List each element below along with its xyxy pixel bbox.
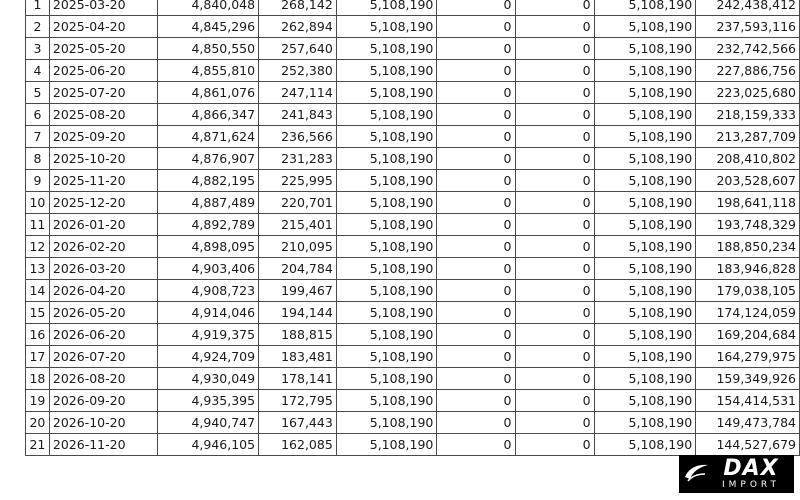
table-row: [26, 412, 800, 434]
col-7-cell: 0: [515, 280, 594, 302]
col-6-cell: 0: [437, 38, 515, 60]
col-7-cell: 0: [515, 214, 594, 236]
col-6-cell: 0: [437, 126, 515, 148]
dax-import-watermark: [679, 455, 794, 493]
total-payment-cell: 5,108,190: [594, 104, 696, 126]
remaining-balance-cell: 218,159,333: [696, 104, 800, 126]
remaining-balance-cell: 237,593,116: [696, 16, 800, 38]
remaining-balance-cell: 203,528,607: [696, 170, 800, 192]
installment-no-cell: 3: [26, 38, 50, 60]
principal-cell: 4,908,723: [158, 280, 259, 302]
principal-cell: 4,919,375: [158, 324, 259, 346]
interest-cell: 204,784: [259, 258, 337, 280]
remaining-balance-cell: 164,279,975: [696, 346, 800, 368]
col-6-cell: 0: [437, 280, 515, 302]
installment-no-cell: 4: [26, 60, 50, 82]
principal-cell: 4,855,810: [158, 60, 259, 82]
interest-cell: 172,795: [259, 390, 337, 412]
col-6-cell: 0: [437, 214, 515, 236]
total-payment-cell: 5,108,190: [594, 324, 696, 346]
due-date-cell: 2026-08-20: [49, 368, 158, 390]
installment-no-cell: 15: [26, 302, 50, 324]
installment-total-cell: 5,108,190: [336, 346, 437, 368]
table-row: [26, 192, 800, 214]
remaining-balance-cell: 154,414,531: [696, 390, 800, 412]
total-payment-cell: 5,108,190: [594, 390, 696, 412]
total-payment-cell: 5,108,190: [594, 148, 696, 170]
installment-no-cell: 17: [26, 346, 50, 368]
interest-cell: 178,141: [259, 368, 337, 390]
col-7-cell: 0: [515, 236, 594, 258]
installment-no-cell: 18: [26, 368, 50, 390]
table-row: [26, 0, 800, 16]
col-6-cell: 0: [437, 60, 515, 82]
due-date-cell: 2026-03-20: [49, 258, 158, 280]
installment-total-cell: 5,108,190: [336, 214, 437, 236]
col-7-cell: 0: [515, 258, 594, 280]
col-6-cell: 0: [437, 324, 515, 346]
interest-cell: 262,894: [259, 16, 337, 38]
installment-total-cell: 5,108,190: [336, 258, 437, 280]
installment-no-cell: 2: [26, 16, 50, 38]
interest-cell: 225,995: [259, 170, 337, 192]
principal-cell: 4,850,550: [158, 38, 259, 60]
col-7-cell: 0: [515, 16, 594, 38]
remaining-balance-cell: 169,204,684: [696, 324, 800, 346]
due-date-cell: 2025-08-20: [49, 104, 158, 126]
interest-cell: 220,701: [259, 192, 337, 214]
principal-cell: 4,914,046: [158, 302, 259, 324]
due-date-cell: 2025-10-20: [49, 148, 158, 170]
installment-no-cell: 16: [26, 324, 50, 346]
principal-cell: 4,898,095: [158, 236, 259, 258]
col-6-cell: 0: [437, 170, 515, 192]
col-7-cell: 0: [515, 412, 594, 434]
installment-total-cell: 5,108,190: [336, 126, 437, 148]
interest-cell: 194,144: [259, 302, 337, 324]
col-7-cell: 0: [515, 346, 594, 368]
due-date-cell: 2026-02-20: [49, 236, 158, 258]
due-date-cell: 2025-09-20: [49, 126, 158, 148]
table-row: [26, 126, 800, 148]
interest-cell: 252,380: [259, 60, 337, 82]
table-row: [26, 104, 800, 126]
col-6-cell: 0: [437, 192, 515, 214]
due-date-cell: 2026-06-20: [49, 324, 158, 346]
installment-total-cell: 5,108,190: [336, 302, 437, 324]
installment-total-cell: 5,108,190: [336, 192, 437, 214]
remaining-balance-cell: 208,410,802: [696, 148, 800, 170]
interest-cell: 247,114: [259, 82, 337, 104]
due-date-cell: 2026-05-20: [49, 302, 158, 324]
table-row: [26, 82, 800, 104]
installment-no-cell: 9: [26, 170, 50, 192]
interest-cell: 215,401: [259, 214, 337, 236]
col-6-cell: 0: [437, 236, 515, 258]
table-row: [26, 346, 800, 368]
table-row: [26, 324, 800, 346]
col-6-cell: 0: [437, 16, 515, 38]
due-date-cell: 2026-09-20: [49, 390, 158, 412]
col-7-cell: 0: [515, 170, 594, 192]
col-7-cell: 0: [515, 126, 594, 148]
col-7-cell: 0: [515, 192, 594, 214]
installment-no-cell: 10: [26, 192, 50, 214]
due-date-cell: 2025-07-20: [49, 82, 158, 104]
due-date-cell: 2025-03-20: [49, 0, 158, 16]
installment-total-cell: 5,108,190: [336, 434, 437, 456]
table-row: [26, 214, 800, 236]
total-payment-cell: 5,108,190: [594, 38, 696, 60]
principal-cell: 4,866,347: [158, 104, 259, 126]
car-swoosh-icon: [683, 461, 709, 483]
table-row: [26, 38, 800, 60]
installment-no-cell: 6: [26, 104, 50, 126]
remaining-balance-cell: 174,124,059: [696, 302, 800, 324]
col-7-cell: 0: [515, 302, 594, 324]
installment-total-cell: 5,108,190: [336, 148, 437, 170]
col-7-cell: 0: [515, 60, 594, 82]
principal-cell: 4,840,048: [158, 0, 259, 16]
remaining-balance-cell: 198,641,118: [696, 192, 800, 214]
remaining-balance-cell: 179,038,105: [696, 280, 800, 302]
table-row: [26, 280, 800, 302]
remaining-balance-cell: 188,850,234: [696, 236, 800, 258]
principal-cell: 4,903,406: [158, 258, 259, 280]
col-6-cell: 0: [437, 434, 515, 456]
table-row: [26, 170, 800, 192]
total-payment-cell: 5,108,190: [594, 346, 696, 368]
total-payment-cell: 5,108,190: [594, 0, 696, 16]
installment-no-cell: 7: [26, 126, 50, 148]
col-6-cell: 0: [437, 412, 515, 434]
principal-cell: 4,887,489: [158, 192, 259, 214]
watermark-subtitle: IMPORT: [721, 480, 781, 490]
remaining-balance-cell: 232,742,566: [696, 38, 800, 60]
installment-no-cell: 13: [26, 258, 50, 280]
principal-cell: 4,946,105: [158, 434, 259, 456]
principal-cell: 4,882,195: [158, 170, 259, 192]
table-row: [26, 148, 800, 170]
principal-cell: 4,940,747: [158, 412, 259, 434]
total-payment-cell: 5,108,190: [594, 302, 696, 324]
col-6-cell: 0: [437, 302, 515, 324]
installment-total-cell: 5,108,190: [336, 280, 437, 302]
interest-cell: 183,481: [259, 346, 337, 368]
col-7-cell: 0: [515, 82, 594, 104]
total-payment-cell: 5,108,190: [594, 170, 696, 192]
due-date-cell: 2026-11-20: [49, 434, 158, 456]
payment-schedule-table: [25, 0, 800, 456]
col-6-cell: 0: [437, 0, 515, 16]
interest-cell: 162,085: [259, 434, 337, 456]
remaining-balance-cell: 223,025,680: [696, 82, 800, 104]
principal-cell: 4,876,907: [158, 148, 259, 170]
principal-cell: 4,861,076: [158, 82, 259, 104]
interest-cell: 236,566: [259, 126, 337, 148]
installment-total-cell: 5,108,190: [336, 0, 437, 16]
remaining-balance-cell: 193,748,329: [696, 214, 800, 236]
col-7-cell: 0: [515, 390, 594, 412]
installment-no-cell: 20: [26, 412, 50, 434]
interest-cell: 268,142: [259, 0, 337, 16]
total-payment-cell: 5,108,190: [594, 258, 696, 280]
due-date-cell: 2025-12-20: [49, 192, 158, 214]
table-row: [26, 236, 800, 258]
col-6-cell: 0: [437, 346, 515, 368]
table-row: [26, 258, 800, 280]
due-date-cell: 2025-04-20: [49, 16, 158, 38]
interest-cell: 199,467: [259, 280, 337, 302]
installment-total-cell: 5,108,190: [336, 236, 437, 258]
installment-no-cell: 8: [26, 148, 50, 170]
installment-total-cell: 5,108,190: [336, 390, 437, 412]
total-payment-cell: 5,108,190: [594, 126, 696, 148]
remaining-balance-cell: 159,349,926: [696, 368, 800, 390]
col-7-cell: 0: [515, 434, 594, 456]
col-7-cell: 0: [515, 104, 594, 126]
installment-no-cell: 14: [26, 280, 50, 302]
interest-cell: 188,815: [259, 324, 337, 346]
principal-cell: 4,892,789: [158, 214, 259, 236]
interest-cell: 167,443: [259, 412, 337, 434]
remaining-balance-cell: 149,473,784: [696, 412, 800, 434]
installment-no-cell: 19: [26, 390, 50, 412]
installment-no-cell: 21: [26, 434, 50, 456]
installment-total-cell: 5,108,190: [336, 60, 437, 82]
col-6-cell: 0: [437, 104, 515, 126]
due-date-cell: 2025-11-20: [49, 170, 158, 192]
total-payment-cell: 5,108,190: [594, 368, 696, 390]
due-date-cell: 2026-07-20: [49, 346, 158, 368]
table-row: [26, 390, 800, 412]
installment-total-cell: 5,108,190: [336, 16, 437, 38]
installment-total-cell: 5,108,190: [336, 38, 437, 60]
total-payment-cell: 5,108,190: [594, 214, 696, 236]
interest-cell: 231,283: [259, 148, 337, 170]
col-7-cell: 0: [515, 148, 594, 170]
col-7-cell: 0: [515, 38, 594, 60]
total-payment-cell: 5,108,190: [594, 412, 696, 434]
due-date-cell: 2026-10-20: [49, 412, 158, 434]
table-row: [26, 368, 800, 390]
due-date-cell: 2026-01-20: [49, 214, 158, 236]
remaining-balance-cell: 227,886,756: [696, 60, 800, 82]
installment-no-cell: 11: [26, 214, 50, 236]
total-payment-cell: 5,108,190: [594, 434, 696, 456]
remaining-balance-cell: 242,438,412: [696, 0, 800, 16]
installment-no-cell: 1: [26, 0, 50, 16]
principal-cell: 4,935,395: [158, 390, 259, 412]
total-payment-cell: 5,108,190: [594, 16, 696, 38]
due-date-cell: 2026-04-20: [49, 280, 158, 302]
due-date-cell: 2025-05-20: [49, 38, 158, 60]
principal-cell: 4,924,709: [158, 346, 259, 368]
total-payment-cell: 5,108,190: [594, 82, 696, 104]
table-row: [26, 302, 800, 324]
installment-total-cell: 5,108,190: [336, 104, 437, 126]
table-row: [26, 434, 800, 456]
total-payment-cell: 5,108,190: [594, 60, 696, 82]
installment-total-cell: 5,108,190: [336, 412, 437, 434]
total-payment-cell: 5,108,190: [594, 236, 696, 258]
col-7-cell: 0: [515, 368, 594, 390]
installment-no-cell: 12: [26, 236, 50, 258]
col-6-cell: 0: [437, 368, 515, 390]
col-6-cell: 0: [437, 390, 515, 412]
schedule-body: [26, 0, 800, 456]
installment-no-cell: 5: [26, 82, 50, 104]
col-6-cell: 0: [437, 258, 515, 280]
table-row: [26, 60, 800, 82]
installment-total-cell: 5,108,190: [336, 170, 437, 192]
principal-cell: 4,930,049: [158, 368, 259, 390]
watermark-brand: DAX: [723, 456, 779, 481]
interest-cell: 241,843: [259, 104, 337, 126]
table-row: [26, 16, 800, 38]
remaining-balance-cell: 213,287,709: [696, 126, 800, 148]
installment-total-cell: 5,108,190: [336, 82, 437, 104]
principal-cell: 4,845,296: [158, 16, 259, 38]
col-7-cell: 0: [515, 0, 594, 16]
principal-cell: 4,871,624: [158, 126, 259, 148]
col-6-cell: 0: [437, 148, 515, 170]
remaining-balance-cell: 183,946,828: [696, 258, 800, 280]
total-payment-cell: 5,108,190: [594, 192, 696, 214]
installment-total-cell: 5,108,190: [336, 324, 437, 346]
col-6-cell: 0: [437, 82, 515, 104]
remaining-balance-cell: 144,527,679: [696, 434, 800, 456]
col-7-cell: 0: [515, 324, 594, 346]
interest-cell: 210,095: [259, 236, 337, 258]
interest-cell: 257,640: [259, 38, 337, 60]
due-date-cell: 2025-06-20: [49, 60, 158, 82]
installment-total-cell: 5,108,190: [336, 368, 437, 390]
total-payment-cell: 5,108,190: [594, 280, 696, 302]
